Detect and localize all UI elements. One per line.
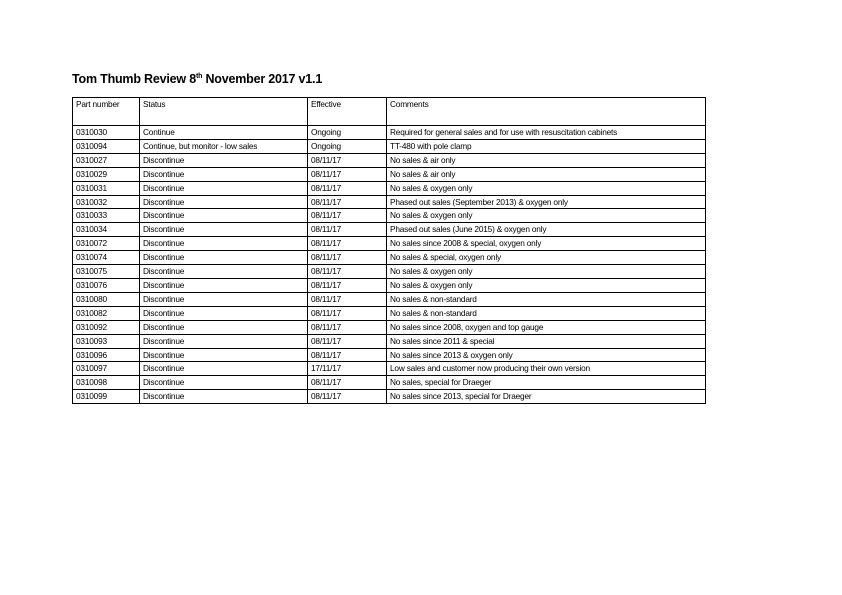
status-cell: Discontinue [140, 167, 308, 181]
comments-cell: No sales & air only [387, 153, 706, 167]
part-number-cell: 0310029 [73, 167, 140, 181]
table-row [73, 237, 706, 251]
status-cell: Discontinue [140, 306, 308, 320]
status-cell: Discontinue [140, 223, 308, 237]
status-cell: Discontinue [140, 390, 308, 404]
status-cell: Discontinue [140, 334, 308, 348]
header-status: Status [140, 98, 308, 126]
status-cell: Discontinue [140, 181, 308, 195]
header-effective: Effective [308, 98, 387, 126]
table-row [73, 265, 706, 279]
status-cell: Discontinue [140, 153, 308, 167]
effective-cell: 08/11/17 [308, 376, 387, 390]
part-number-cell: 0310097 [73, 362, 140, 376]
effective-cell: Ongoing [308, 139, 387, 153]
effective-cell: 08/11/17 [308, 237, 387, 251]
status-cell: Discontinue [140, 292, 308, 306]
table-row [73, 126, 706, 140]
effective-cell: 08/11/17 [308, 334, 387, 348]
status-cell: Continue, but monitor - low sales [140, 139, 308, 153]
comments-cell: No sales & oxygen only [387, 181, 706, 195]
title-text: Tom Thumb Review 8 [72, 72, 196, 86]
part-number-cell: 0310076 [73, 278, 140, 292]
table-row [73, 167, 706, 181]
status-cell: Discontinue [140, 265, 308, 279]
comments-cell: No sales since 2011 & special [387, 334, 706, 348]
table-row [73, 195, 706, 209]
table-row [73, 348, 706, 362]
effective-cell: 08/11/17 [308, 153, 387, 167]
comments-cell: No sales since 2013, special for Draeger [387, 390, 706, 404]
comments-cell: Phased out sales (June 2015) & oxygen only [387, 223, 706, 237]
effective-cell: 08/11/17 [308, 181, 387, 195]
effective-cell: 17/11/17 [308, 362, 387, 376]
effective-cell: 08/11/17 [308, 306, 387, 320]
comments-cell: No sales & oxygen only [387, 265, 706, 279]
table-row [73, 362, 706, 376]
header-part-number: Part number [73, 98, 140, 126]
status-cell: Discontinue [140, 209, 308, 223]
table-row [73, 306, 706, 320]
part-number-cell: 0310030 [73, 126, 140, 140]
status-cell: Discontinue [140, 251, 308, 265]
review-table [72, 97, 706, 404]
table-row [73, 376, 706, 390]
status-cell: Discontinue [140, 348, 308, 362]
table-row [73, 251, 706, 265]
comments-cell: No sales since 2013 & oxygen only [387, 348, 706, 362]
comments-cell: No sales & non-standard [387, 292, 706, 306]
part-number-cell: 0310093 [73, 334, 140, 348]
effective-cell: 08/11/17 [308, 278, 387, 292]
table-header-row [73, 98, 706, 126]
status-cell: Discontinue [140, 320, 308, 334]
comments-cell: No sales, special for Draeger [387, 376, 706, 390]
title-text-rest: November 2017 v1.1 [202, 72, 323, 86]
comments-cell: No sales since 2008, oxygen and top gauge [387, 320, 706, 334]
comments-cell: No sales & non-standard [387, 306, 706, 320]
status-cell: Discontinue [140, 195, 308, 209]
status-cell: Discontinue [140, 362, 308, 376]
status-cell: Discontinue [140, 237, 308, 251]
comments-cell: Required for general sales and for use with resuscitation cabinets [387, 126, 706, 140]
status-cell: Discontinue [140, 278, 308, 292]
table-row [73, 139, 706, 153]
part-number-cell: 0310034 [73, 223, 140, 237]
table-row [73, 153, 706, 167]
status-cell: Discontinue [140, 376, 308, 390]
effective-cell: 08/11/17 [308, 390, 387, 404]
part-number-cell: 0310074 [73, 251, 140, 265]
status-cell: Continue [140, 126, 308, 140]
comments-cell: Phased out sales (September 2013) & oxygen only [387, 195, 706, 209]
effective-cell: 08/11/17 [308, 209, 387, 223]
effective-cell: 08/11/17 [308, 265, 387, 279]
effective-cell: 08/11/17 [308, 292, 387, 306]
comments-cell: TT-480 with pole clamp [387, 139, 706, 153]
header-comments: Comments [387, 98, 706, 126]
comments-cell: No sales & oxygen only [387, 278, 706, 292]
part-number-cell: 0310099 [73, 390, 140, 404]
table-row [73, 292, 706, 306]
comments-cell: No sales & special, oxygen only [387, 251, 706, 265]
effective-cell: 08/11/17 [308, 251, 387, 265]
document-title [72, 72, 322, 86]
effective-cell: 08/11/17 [308, 223, 387, 237]
comments-cell: Low sales and customer now producing their own version [387, 362, 706, 376]
part-number-cell: 0310098 [73, 376, 140, 390]
part-number-cell: 0310032 [73, 195, 140, 209]
effective-cell: Ongoing [308, 126, 387, 140]
title-superscript: th [195, 73, 203, 80]
part-number-cell: 0310027 [73, 153, 140, 167]
effective-cell: 08/11/17 [308, 348, 387, 362]
part-number-cell: 0310082 [73, 306, 140, 320]
comments-cell: No sales since 2008 & special, oxygen only [387, 237, 706, 251]
table-row [73, 390, 706, 404]
part-number-cell: 0310080 [73, 292, 140, 306]
comments-cell: No sales & air only [387, 167, 706, 181]
part-number-cell: 0310031 [73, 181, 140, 195]
table-row [73, 334, 706, 348]
table-row [73, 209, 706, 223]
effective-cell: 08/11/17 [308, 195, 387, 209]
part-number-cell: 0310075 [73, 265, 140, 279]
part-number-cell: 0310072 [73, 237, 140, 251]
part-number-cell: 0310096 [73, 348, 140, 362]
comments-cell: No sales & oxygen only [387, 209, 706, 223]
part-number-cell: 0310094 [73, 139, 140, 153]
part-number-cell: 0310033 [73, 209, 140, 223]
effective-cell: 08/11/17 [308, 320, 387, 334]
part-number-cell: 0310092 [73, 320, 140, 334]
effective-cell: 08/11/17 [308, 167, 387, 181]
table-row [73, 278, 706, 292]
table-row [73, 320, 706, 334]
table-row [73, 181, 706, 195]
table-row [73, 223, 706, 237]
